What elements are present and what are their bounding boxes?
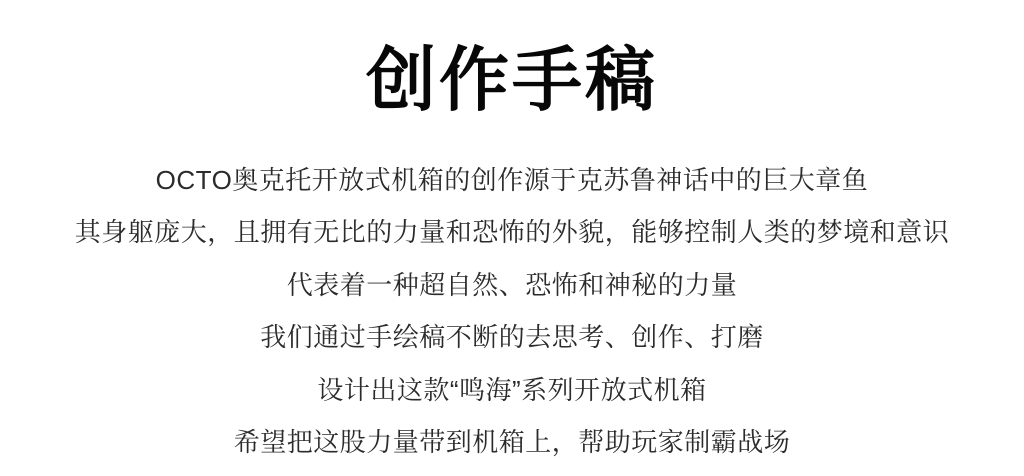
body-line-origin: OCTO奥克托开放式机箱的创作源于克苏鲁神话中的巨大章鱼 — [155, 164, 869, 195]
body-line-series: 设计出这款“鸣海”系列开放式机箱 — [317, 374, 707, 405]
body-line-description: 其身躯庞大，且拥有无比的力量和恐怖的外貌，能够控制人类的梦境和意识 — [74, 217, 950, 248]
body-line-symbolism: 代表着一种超自然、恐怖和神秘的力量 — [286, 269, 738, 300]
body-text — [0, 152, 1024, 467]
body-line-process: 我们通过手绘稿不断的去思考、创作、打磨 — [260, 322, 764, 353]
body-line-hope: 希望把这股力量带到机箱上，帮助玩家制霸战场 — [233, 427, 791, 458]
page-title: 创作手稿 — [366, 41, 658, 119]
